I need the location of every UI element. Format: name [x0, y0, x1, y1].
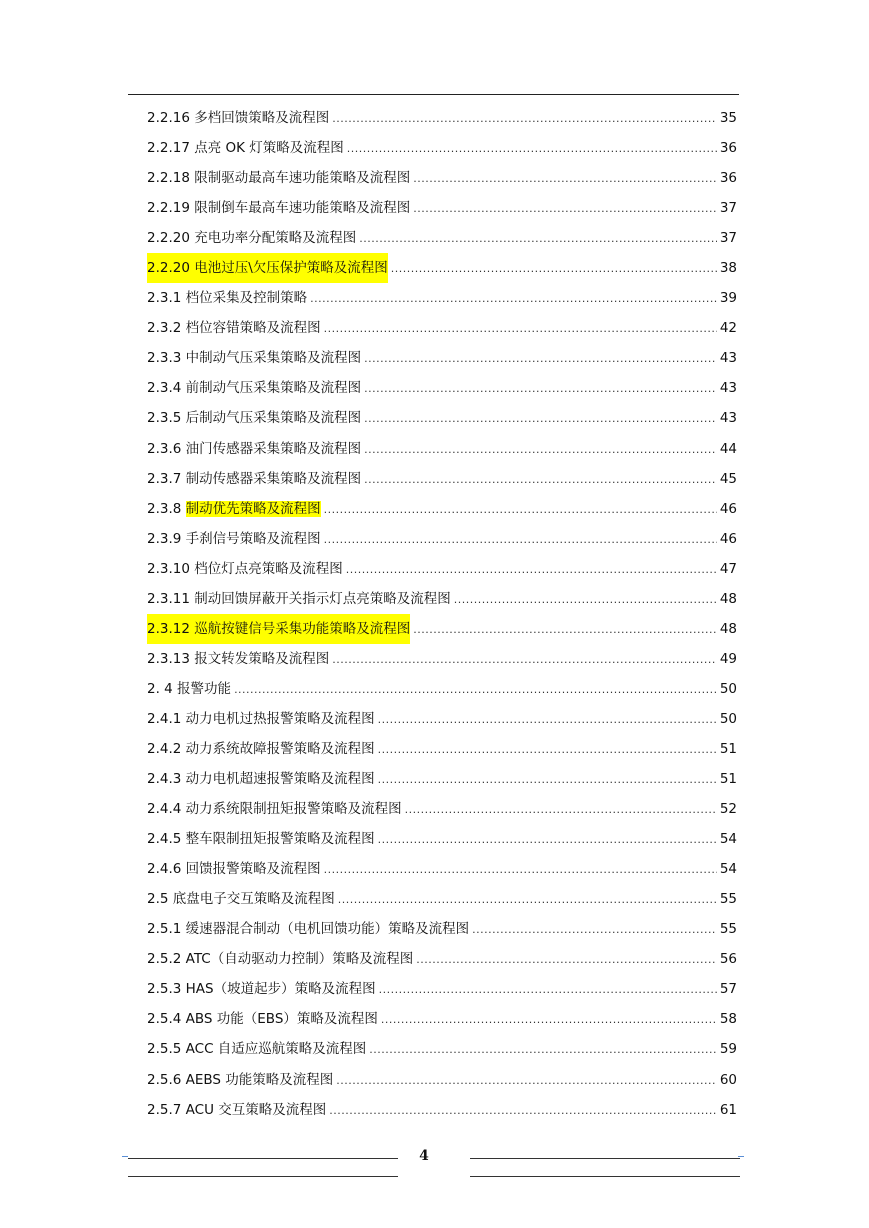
toc-entry[interactable]: [147, 373, 737, 403]
toc-entry[interactable]: [147, 1095, 737, 1125]
toc-leader-dots: [364, 374, 717, 404]
toc-entry-title: 2.5.1 缓速器混合制动（电机回馈功能）策略及流程图: [147, 921, 470, 938]
toc-leader-dots: [381, 1005, 717, 1035]
toc-entry-page: 55: [719, 921, 737, 938]
toc-highlight: 制动优先策略及流程图: [185, 500, 321, 517]
toc-entry-page: 36: [719, 140, 737, 157]
toc-leader-dots: [310, 284, 717, 314]
toc-entry-page: 54: [719, 831, 737, 848]
toc-entry[interactable]: [147, 524, 737, 554]
toc-entry[interactable]: [147, 193, 737, 223]
toc-entry-title: 2.2.18 限制驱动最高车速功能策略及流程图: [147, 170, 411, 187]
toc-entry-page: 47: [719, 560, 737, 577]
toc-entry-title: 2.3.2 档位容错策略及流程图: [147, 320, 321, 337]
toc-entry-title: 2.3.10 档位灯点亮策略及流程图: [147, 560, 343, 577]
toc-entry-title: 2.2.20 充电功率分配策略及流程图: [147, 230, 357, 247]
toc-leader-dots: [234, 675, 717, 705]
toc-entry-page: 36: [719, 170, 737, 187]
toc-leader-dots: [359, 224, 717, 254]
toc-entry-page: 45: [719, 470, 737, 487]
toc-entry[interactable]: [147, 674, 737, 704]
toc-entry[interactable]: [147, 1004, 737, 1034]
table-of-contents: [147, 103, 737, 1125]
toc-entry-title: 2.3.11 制动回馈屏蔽开关指示灯点亮策略及流程图: [147, 590, 451, 607]
footer-rule-right-bottom: [470, 1176, 740, 1177]
toc-entry-page: 46: [719, 500, 737, 517]
toc-entry[interactable]: [147, 223, 737, 253]
toc-entry-title: 2.3.9 手刹信号策略及流程图: [147, 530, 321, 547]
toc-entry[interactable]: [147, 434, 737, 464]
toc-entry-title: 2.4.4 动力系统限制扭矩报警策略及流程图: [147, 801, 402, 818]
toc-leader-dots: [416, 945, 717, 975]
toc-entry-title: 2.2.19 限制倒车最高车速功能策略及流程图: [147, 200, 411, 217]
toc-entry-title: 2.4.2 动力系统故障报警策略及流程图: [147, 740, 375, 757]
toc-entry-page: 44: [719, 440, 737, 457]
toc-entry[interactable]: [147, 464, 737, 494]
toc-entry-title: 2.5.7 ACU 交互策略及流程图: [147, 1101, 327, 1118]
toc-entry[interactable]: [147, 1034, 737, 1064]
toc-entry-title: 2.5.2 ATC（自动驱动力控制）策略及流程图: [147, 951, 414, 968]
toc-entry[interactable]: [147, 494, 737, 524]
toc-entry-title: 2.4.6 回馈报警策略及流程图: [147, 861, 321, 878]
toc-entry-page: 38: [719, 260, 737, 277]
toc-leader-dots: [378, 735, 717, 765]
toc-entry-page: 37: [719, 200, 737, 217]
toc-entry[interactable]: [147, 253, 737, 283]
toc-leader-dots: [336, 1066, 717, 1096]
toc-entry-page: 42: [719, 320, 737, 337]
header-rule: [128, 94, 739, 95]
toc-entry-title: 2.5.4 ABS 功能（EBS）策略及流程图: [147, 1011, 378, 1028]
toc-entry-title: 2.3.6 油门传感器采集策略及流程图: [147, 440, 362, 457]
toc-leader-dots: [338, 885, 717, 915]
toc-leader-dots: [472, 915, 717, 945]
toc-leader-dots: [364, 465, 717, 495]
toc-leader-dots: [332, 104, 717, 134]
footer-accent-right: [738, 1156, 744, 1157]
toc-entry[interactable]: [147, 133, 737, 163]
toc-entry-title: 2.3.12 巡航按键信号采集功能策略及流程图: [147, 614, 410, 644]
toc-entry-title: 2.4.5 整车限制扭矩报警策略及流程图: [147, 831, 375, 848]
toc-leader-dots: [332, 645, 717, 675]
toc-leader-dots: [346, 555, 717, 585]
footer-accent-left: [122, 1156, 128, 1157]
toc-entry-page: 35: [719, 110, 737, 126]
toc-leader-dots: [364, 404, 717, 434]
toc-entry[interactable]: [147, 644, 737, 674]
toc-entry-page: 55: [719, 891, 737, 908]
toc-entry-page: 43: [719, 410, 737, 427]
toc-leader-dots: [405, 795, 717, 825]
toc-entry-title: 2.3.7 制动传感器采集策略及流程图: [147, 470, 362, 487]
toc-entry[interactable]: [147, 283, 737, 313]
toc-entry-page: 57: [719, 981, 737, 998]
toc-entry[interactable]: [147, 794, 737, 824]
toc-leader-dots: [378, 765, 717, 795]
toc-entry-title: 2.3.4 前制动气压采集策略及流程图: [147, 380, 362, 397]
toc-leader-dots: [324, 855, 717, 885]
footer-rule-left-top: [128, 1158, 398, 1159]
toc-entry-title: 2.2.16 多档回馈策略及流程图: [147, 110, 330, 126]
toc-entry-page: 37: [719, 230, 737, 247]
toc-entry-title: 2.3.8 制动优先策略及流程图: [147, 500, 321, 517]
toc-entry-page: 51: [719, 771, 737, 788]
toc-entry-page: 61: [719, 1101, 737, 1118]
toc-entry[interactable]: [147, 163, 737, 193]
toc-entry-page: 46: [719, 530, 737, 547]
toc-entry-title: 2.3.5 后制动气压采集策略及流程图: [147, 410, 362, 427]
toc-entry-page: 60: [719, 1071, 737, 1088]
toc-entry-title: 2. 4 报警功能: [147, 680, 232, 697]
toc-leader-dots: [364, 435, 717, 465]
toc-leader-dots: [369, 1035, 717, 1065]
toc-entry-title: 2.3.1 档位采集及控制策略: [147, 290, 308, 307]
toc-entry-title: 2.5 底盘电子交互策略及流程图: [147, 891, 335, 908]
toc-entry[interactable]: [147, 614, 737, 644]
toc-entry-page: 56: [719, 951, 737, 968]
toc-entry[interactable]: [147, 734, 737, 764]
toc-entry[interactable]: [147, 944, 737, 974]
toc-entry[interactable]: [147, 343, 737, 373]
toc-leader-dots: [364, 344, 717, 374]
toc-leader-dots: [413, 615, 717, 645]
toc-entry[interactable]: [147, 764, 737, 794]
toc-entry[interactable]: [147, 554, 737, 584]
toc-entry[interactable]: [147, 1065, 737, 1095]
toc-entry-title: 2.4.1 动力电机过热报警策略及流程图: [147, 710, 375, 727]
toc-leader-dots: [324, 495, 717, 525]
toc-entry-page: 58: [719, 1011, 737, 1028]
toc-entry-title: 2.5.3 HAS（坡道起步）策略及流程图: [147, 981, 376, 998]
toc-entry-title: 2.5.6 AEBS 功能策略及流程图: [147, 1071, 334, 1088]
toc-entry-title: 2.3.3 中制动气压采集策略及流程图: [147, 350, 362, 367]
toc-leader-dots: [413, 194, 717, 224]
toc-entry-page: 54: [719, 861, 737, 878]
toc-leader-dots: [413, 164, 717, 194]
toc-entry[interactable]: [147, 313, 737, 343]
toc-leader-dots: [329, 1096, 717, 1126]
page-number: 4: [419, 1148, 429, 1164]
toc-entry-page: 59: [719, 1041, 737, 1058]
toc-entry-page: 51: [719, 740, 737, 757]
toc-entry-title: 2.4.3 动力电机超速报警策略及流程图: [147, 771, 375, 788]
toc-entry[interactable]: [147, 704, 737, 734]
toc-entry[interactable]: [147, 914, 737, 944]
toc-entry-title: 2.2.17 点亮 OK 灯策略及流程图: [147, 140, 344, 157]
toc-entry-page: 50: [719, 710, 737, 727]
toc-entry-page: 48: [719, 590, 737, 607]
toc-leader-dots: [454, 585, 717, 615]
toc-leader-dots: [347, 134, 717, 164]
toc-entry[interactable]: [147, 103, 737, 133]
toc-leader-dots: [391, 254, 717, 284]
toc-entry-title: 2.5.5 ACC 自适应巡航策略及流程图: [147, 1041, 367, 1058]
toc-entry-page: 48: [719, 620, 737, 637]
footer-rule-left-bottom: [128, 1176, 398, 1177]
toc-leader-dots: [324, 525, 717, 555]
toc-entry[interactable]: [147, 824, 737, 854]
toc-entry-page: 49: [719, 650, 737, 667]
toc-entry[interactable]: [147, 854, 737, 884]
toc-entry[interactable]: [147, 884, 737, 914]
toc-entry-page: 52: [719, 801, 737, 818]
toc-entry-page: 50: [719, 680, 737, 697]
toc-leader-dots: [324, 314, 717, 344]
footer-rule-right-top: [470, 1158, 740, 1159]
toc-leader-dots: [379, 975, 717, 1005]
toc-leader-dots: [378, 825, 717, 855]
toc-entry[interactable]: [147, 974, 737, 1004]
toc-entry[interactable]: [147, 403, 737, 433]
toc-entry-title: 2.3.13 报文转发策略及流程图: [147, 650, 330, 667]
toc-entry[interactable]: [147, 584, 737, 614]
toc-entry-page: 39: [719, 290, 737, 307]
toc-entry-title: 2.2.20 电池过压\欠压保护策略及流程图: [147, 253, 388, 283]
toc-entry-page: 43: [719, 380, 737, 397]
toc-leader-dots: [378, 705, 717, 735]
toc-entry-page: 43: [719, 350, 737, 367]
